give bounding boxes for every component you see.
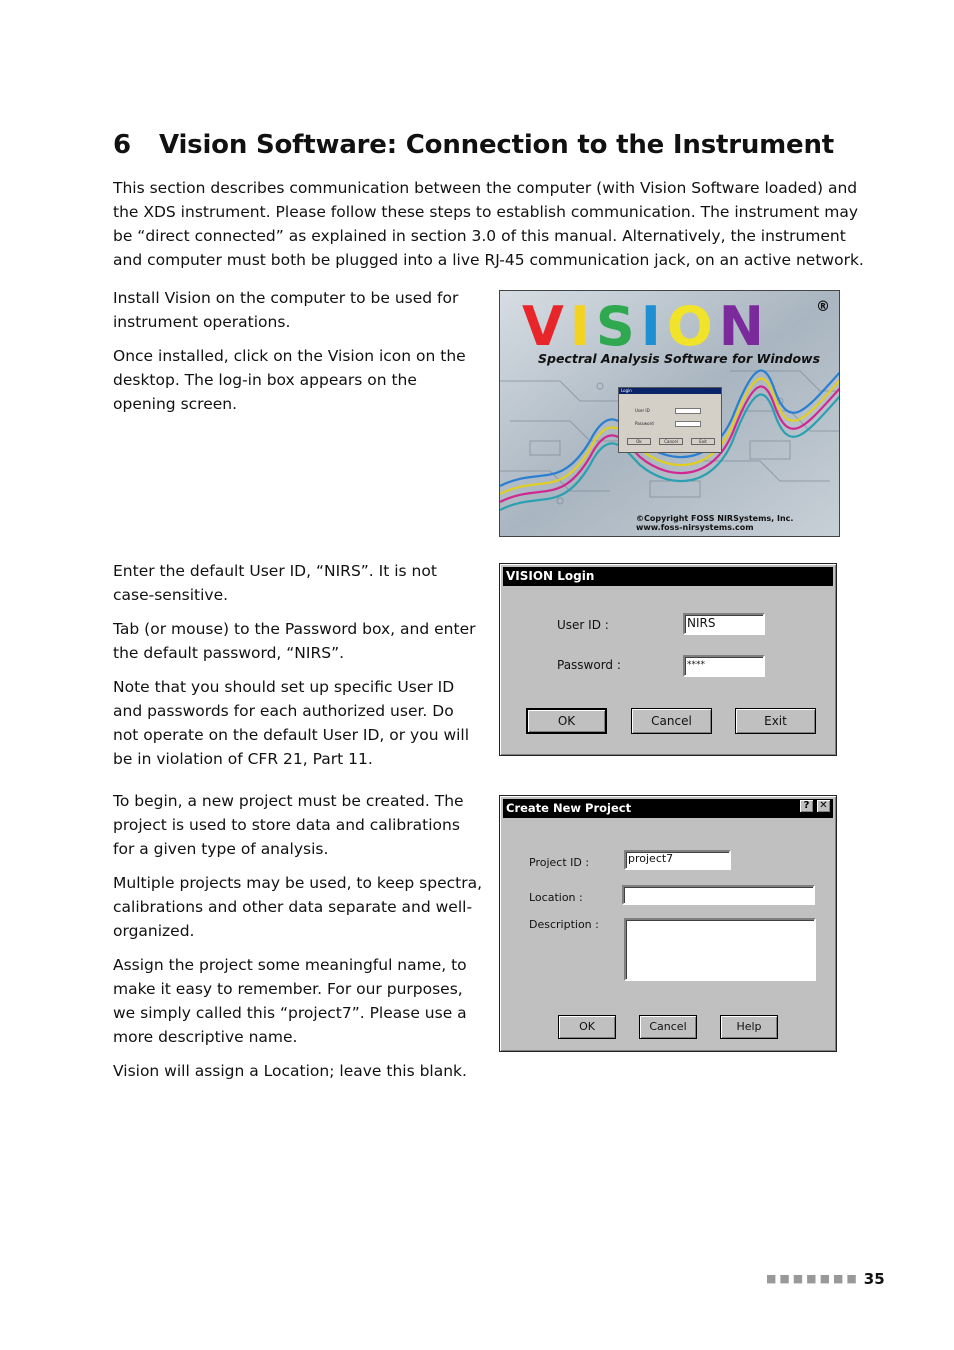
mini-login-title: Login	[619, 388, 721, 394]
install-paragraph: Install Vision on the computer to be used for instrument operations.	[113, 289, 459, 331]
password-input[interactable]: ****	[683, 655, 765, 677]
description-textarea[interactable]	[624, 918, 816, 981]
mini-cancel-button: Cancel	[659, 438, 683, 445]
mini-password-label: Password	[635, 421, 654, 426]
location-input[interactable]	[622, 885, 815, 905]
vision-logo	[522, 297, 770, 357]
project-title-bar: Create New Project	[503, 799, 833, 818]
logo-letter-n: N	[718, 295, 770, 358]
login-ok-button[interactable]: OK	[526, 708, 607, 734]
registered-mark: ®	[816, 299, 830, 315]
launch-paragraph: Once installed, click on the Vision icon on the desktop. The log-in box appears on the opening screen.	[113, 347, 466, 413]
close-icon[interactable]: ✕	[816, 799, 831, 813]
section-number: 6	[113, 130, 131, 160]
mini-user-field	[675, 408, 701, 414]
login-title-bar: VISION Login	[503, 567, 833, 586]
splash-tagline: Spectral Analysis Software for Windows	[538, 351, 821, 366]
logo-letter-i2: I	[640, 295, 667, 358]
splash-copyright	[636, 514, 793, 532]
location-paragraph: Vision will assign a Location; leave this blank.	[113, 1062, 467, 1080]
logo-letter-s: S	[595, 295, 641, 358]
login-instructions	[113, 559, 483, 781]
page-footer	[766, 1270, 885, 1288]
project-id-label: Project ID :	[529, 856, 590, 869]
logo-letter-o: O	[666, 295, 719, 358]
multiple-projects-paragraph: Multiple projects may be used, to keep spectra, calibrations and other data separate and well-organized.	[113, 874, 483, 940]
mini-ok-button: Ok	[627, 438, 651, 445]
security-note-paragraph: Note that you should set up specific User ID and passwords for each authorized user. Do not operate on the default User ID, or you will be in violation of CFR 21, Part 11.	[113, 678, 470, 768]
user-id-input[interactable]: NIRS	[683, 613, 765, 635]
project-instructions	[113, 789, 483, 1093]
project-help-button[interactable]: Help	[720, 1015, 778, 1039]
mini-login-box	[618, 387, 722, 453]
user-id-paragraph: Enter the default User ID, “NIRS”. It is not case-sensitive.	[113, 562, 437, 604]
project-ok-button[interactable]: OK	[558, 1015, 616, 1039]
mini-exit-button: Exit	[691, 438, 715, 445]
section-title: Vision Software: Connection to the Instrument	[159, 130, 835, 160]
project-cancel-button[interactable]: Cancel	[639, 1015, 697, 1039]
intro-paragraph: This section describes communication between the computer (with Vision Software loaded) and the XDS instrument. Please follow these steps to establish communication. The instrument may be “direct connected” as explained in section 3.0 of this manual. Alternatively, the instrument and computer must both be plugged into a live RJ-45 communication jack, on an active network.	[113, 179, 864, 269]
footer-dots: ■■■■■■■	[766, 1272, 860, 1285]
website-line: www.foss-nirsystems.com	[636, 523, 754, 532]
project-intro-paragraph: To begin, a new project must be created. The project is used to store data and calibrations for a given type of analysis.	[113, 792, 464, 858]
create-new-project-dialog	[499, 795, 837, 1052]
password-paragraph: Tab (or mouse) to the Password box, and enter the default password, “NIRS”.	[113, 620, 476, 662]
vision-login-dialog	[499, 563, 837, 756]
password-label: Password :	[557, 658, 621, 672]
copyright-line: ©Copyright FOSS NIRSystems, Inc.	[636, 514, 794, 523]
vision-splash-screenshot	[499, 290, 840, 537]
page-number: 35	[863, 1270, 885, 1288]
description-label: Description :	[529, 918, 599, 931]
user-id-label: User ID :	[557, 618, 609, 632]
mini-password-field	[675, 421, 701, 427]
section-heading	[113, 130, 834, 160]
mini-user-label: User ID	[635, 408, 650, 413]
logo-letter-i: I	[569, 295, 596, 358]
location-label: Location :	[529, 891, 583, 904]
login-exit-button[interactable]: Exit	[735, 708, 816, 734]
install-instructions	[113, 286, 483, 426]
login-cancel-button[interactable]: Cancel	[631, 708, 712, 734]
project-id-input[interactable]: project7	[624, 850, 731, 870]
logo-letter-v: V	[522, 295, 570, 358]
help-title-button[interactable]: ?	[799, 799, 814, 813]
naming-paragraph: Assign the project some meaningful name, to make it easy to remember. For our purposes, we simply called this “project7”. Please use a more descriptive name.	[113, 956, 467, 1046]
